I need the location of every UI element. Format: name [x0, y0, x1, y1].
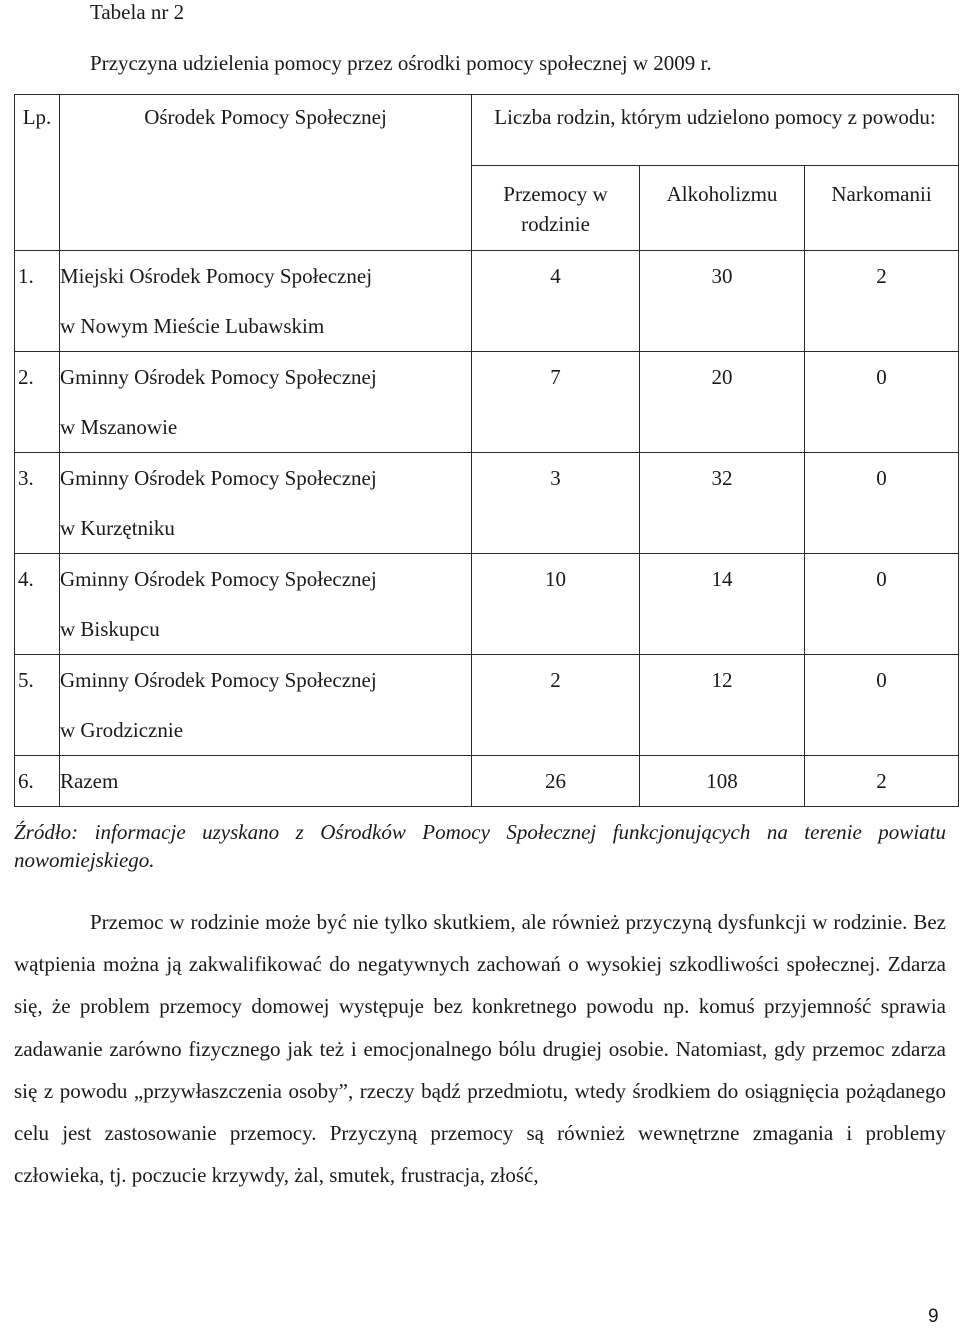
row-lp: 2. — [15, 352, 60, 453]
row-przemocy-value: 7 — [472, 352, 640, 453]
row-lp: 6. — [15, 756, 60, 807]
row-osrodek-name — [60, 554, 472, 655]
table-row — [15, 352, 959, 453]
header-narkomanii: Narkomanii — [805, 166, 959, 251]
row-name-line1: Razem — [60, 769, 119, 793]
row-name-line2: w Kurzętniku — [60, 516, 175, 540]
source-note: Źródło: informacje uzyskano z Ośrodków Pomocy Społecznej funkcjonujących na terenie powiatu nowomiejskiego. — [14, 820, 946, 872]
row-przemocy-value: 4 — [472, 251, 640, 352]
row-alkoholizmu-value: 32 — [640, 453, 805, 554]
row-name-line1: Gminny Ośrodek Pomocy Społecznej — [60, 365, 377, 389]
row-narkomanii-value: 0 — [805, 554, 959, 655]
row-alkoholizmu-value: 14 — [640, 554, 805, 655]
row-alkoholizmu-value: 20 — [640, 352, 805, 453]
header-lp: Lp. — [15, 95, 60, 251]
row-przemocy-value: 10 — [472, 554, 640, 655]
table-number-caption: Tabela nr 2 — [90, 0, 185, 24]
table-row — [15, 453, 959, 554]
row-lp: 5. — [15, 655, 60, 756]
table-total-row — [15, 756, 959, 807]
table-row — [15, 251, 959, 352]
row-osrodek-name — [60, 251, 472, 352]
row-lp: 3. — [15, 453, 60, 554]
assistance-reasons-table — [14, 94, 959, 807]
row-lp: 1. — [15, 251, 60, 352]
header-osrodek: Ośrodek Pomocy Społecznej — [60, 95, 472, 251]
row-alkoholizmu-value: 108 — [640, 756, 805, 807]
row-name-line2: w Grodzicznie — [60, 718, 184, 742]
page-number: 9 — [928, 1306, 939, 1327]
table-title-caption: Przyczyna udzielenia pomocy przez ośrodki pomocy społecznej w 2009 r. — [90, 51, 712, 75]
row-osrodek-name — [60, 655, 472, 756]
row-name-line1: Gminny Ośrodek Pomocy Społecznej — [60, 466, 377, 490]
row-narkomanii-value: 2 — [805, 251, 959, 352]
row-name-line1: Gminny Ośrodek Pomocy Społecznej — [60, 668, 377, 692]
row-narkomanii-value: 0 — [805, 453, 959, 554]
row-osrodek-name — [60, 352, 472, 453]
row-przemocy-value: 2 — [472, 655, 640, 756]
table-header-row — [15, 95, 959, 166]
header-przemocy: Przemocy w rodzinie — [472, 166, 640, 251]
header-liczba-rodzin: Liczba rodzin, którym udzielono pomocy z powodu: — [472, 95, 959, 166]
row-osrodek-name — [60, 756, 472, 807]
row-przemocy-value: 26 — [472, 756, 640, 807]
row-narkomanii-value: 0 — [805, 352, 959, 453]
table-row — [15, 655, 959, 756]
row-narkomanii-value: 0 — [805, 655, 959, 756]
body-paragraph: Przemoc w rodzinie może być nie tylko skutkiem, ale również przyczyną dysfunkcji w rodzinie. Bez wątpienia można ją zakwalifikować do negatywnych zachowań o wysokiej szkodliwości społecznej. Zdarza się, że problem przemocy domowej występuje bez konkretnego powodu np. komuś przyjemność sprawia zadawanie zarówno fizycznego jak też i emocjonalnego bólu drugiej osobie. Natomiast, gdy przemoc zdarza się z powodu „przywłaszczenia osoby”, rzeczy bądź przedmiotu, wtedy środkiem do osiągnięcia pożądanego celu jest zastosowanie przemocy. Przyczyną przemocy są również wewnętrzne zmagania i problemy człowieka, tj. poczucie krzywdy, żal, smutek, frustracja, złość, — [14, 910, 946, 1188]
row-name-line1: Miejski Ośrodek Pomocy Społecznej — [60, 264, 373, 288]
row-name-line2: w Mszanowie — [60, 415, 178, 439]
row-name-line1: Gminny Ośrodek Pomocy Społecznej — [60, 567, 377, 591]
row-narkomanii-value: 2 — [805, 756, 959, 807]
row-name-line2: w Biskupcu — [60, 617, 160, 641]
row-name-line2: w Nowym Mieście Lubawskim — [60, 314, 325, 338]
row-przemocy-value: 3 — [472, 453, 640, 554]
row-alkoholizmu-value: 12 — [640, 655, 805, 756]
header-alkoholizmu: Alkoholizmu — [640, 166, 805, 251]
row-osrodek-name — [60, 453, 472, 554]
table-row — [15, 554, 959, 655]
row-alkoholizmu-value: 30 — [640, 251, 805, 352]
row-lp: 4. — [15, 554, 60, 655]
